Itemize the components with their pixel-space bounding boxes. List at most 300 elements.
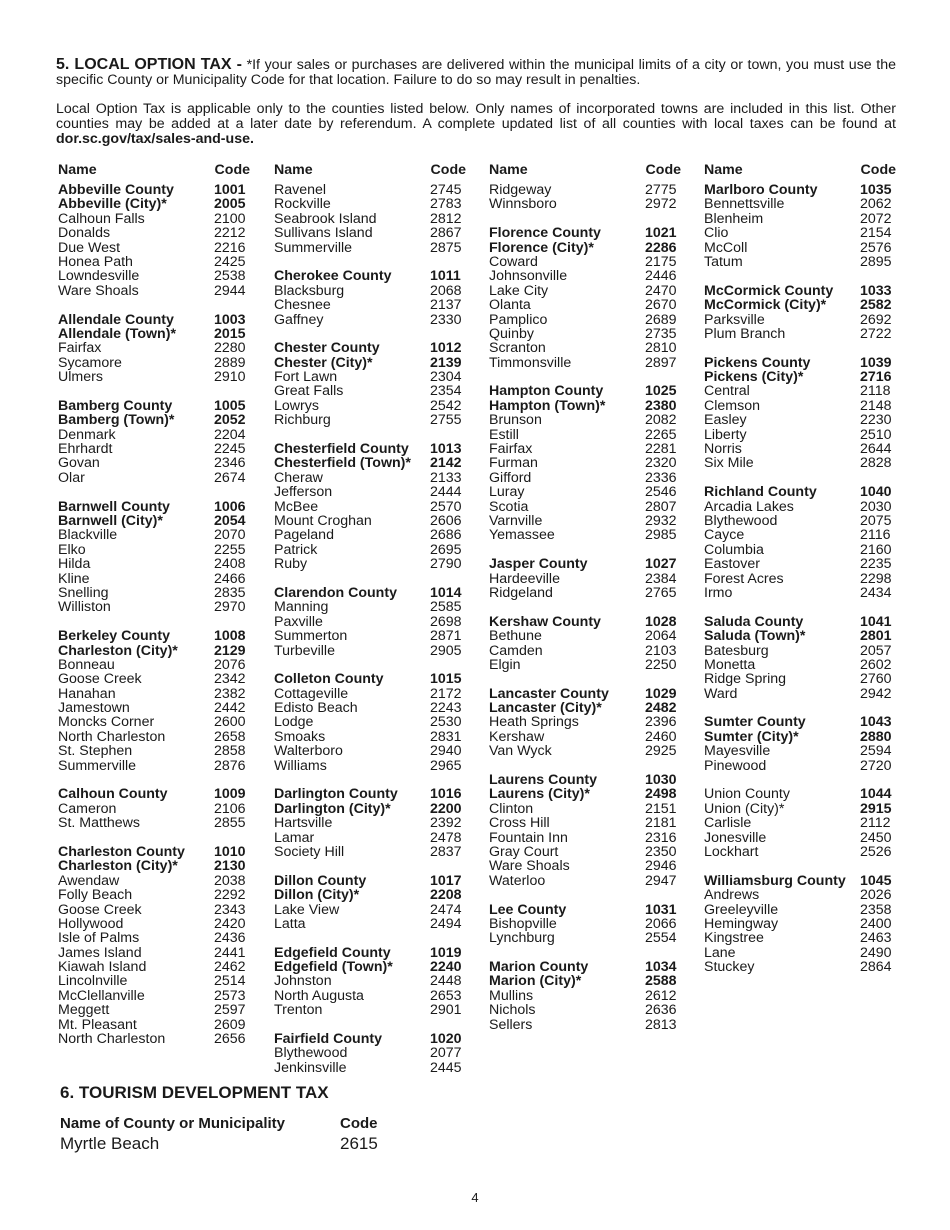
location-code: 2466 (214, 570, 246, 587)
county-group (274, 442, 466, 572)
location-name: Jefferson (274, 484, 333, 501)
tax-row (704, 816, 896, 830)
location-name: Abbeville County (58, 182, 174, 198)
location-code: 2070 (214, 527, 246, 544)
tax-row (274, 384, 466, 398)
tax-row (274, 500, 466, 514)
location-name: Elko (58, 541, 86, 558)
location-code: 2062 (860, 196, 892, 213)
tax-row (58, 960, 250, 974)
location-code: 2005 (214, 196, 246, 213)
location-name: Dillon (City)* (274, 887, 360, 904)
location-code: 2072 (860, 210, 892, 227)
tax-row (704, 413, 896, 427)
tax-row (58, 629, 250, 643)
tax-row (704, 730, 896, 744)
column-header (274, 162, 466, 177)
location-code: 2576 (860, 239, 892, 256)
location-code: 2720 (860, 757, 892, 774)
location-name: Calhoun County (58, 786, 168, 803)
location-code: 2064 (645, 628, 677, 645)
tax-row (704, 787, 896, 801)
location-code: 1005 (214, 397, 246, 414)
location-name: Olanta (489, 297, 531, 314)
location-name: Lowrys (274, 397, 319, 414)
tax-row (489, 500, 681, 514)
location-name: Forest Acres (704, 570, 784, 587)
tax-row (704, 543, 896, 557)
location-name: McColl (704, 239, 748, 256)
location-name: Sellers (489, 1016, 533, 1033)
tax-row (704, 428, 896, 442)
location-name: Furman (489, 455, 538, 472)
tourism-header-row (60, 1115, 378, 1132)
location-code: 2837 (430, 843, 462, 860)
location-code: 2052 (214, 412, 246, 429)
tax-row (704, 572, 896, 586)
tax-row (704, 672, 896, 686)
location-name: Mt. Pleasant (58, 1016, 137, 1033)
location-name: Great Falls (274, 383, 344, 400)
tax-row (489, 831, 681, 845)
location-code: 1045 (860, 872, 892, 889)
tax-row (704, 356, 896, 370)
location-code: 2474 (430, 901, 462, 918)
tax-row (58, 658, 250, 672)
location-code: 2342 (214, 671, 246, 688)
tax-row (58, 802, 250, 816)
location-name: Patrick (274, 541, 318, 558)
location-code: 2585 (430, 599, 462, 616)
tax-row (704, 528, 896, 542)
location-name: Luray (489, 484, 525, 501)
location-code: 2292 (214, 887, 246, 904)
location-name: Cameron (58, 800, 117, 817)
location-code: 2200 (430, 800, 462, 817)
location-code: 2112 (860, 815, 891, 832)
location-code: 2494 (430, 915, 462, 932)
location-name: Goose Creek (58, 671, 142, 688)
county-group (58, 629, 250, 773)
tax-row (58, 787, 250, 801)
tax-row (274, 485, 466, 499)
location-name: Chesterfield County (274, 441, 409, 458)
location-name: McBee (274, 498, 319, 515)
location-code: 2594 (860, 743, 892, 760)
location-code: 2612 (645, 987, 677, 1004)
tax-row (489, 356, 681, 370)
location-name: Lamar (274, 829, 315, 846)
location-name: Lancaster County (489, 685, 609, 702)
location-name: St. Matthews (58, 815, 141, 832)
location-code: 2760 (860, 671, 892, 688)
location-name: Stuckey (704, 959, 755, 976)
tax-row (704, 903, 896, 917)
location-code: 2775 (645, 182, 677, 198)
location-name: Saluda County (704, 613, 804, 630)
tax-row (489, 514, 681, 528)
tourism-title: 6. TOURISM DEVELOPMENT TAX (60, 1083, 329, 1102)
location-name: Central (704, 383, 750, 400)
location-code: 2965 (430, 757, 462, 774)
location-name: Meggett (58, 1002, 110, 1019)
location-code: 2015 (214, 325, 246, 342)
county-group (704, 615, 896, 701)
location-code: 2462 (214, 959, 246, 976)
location-code: 2972 (645, 196, 677, 213)
tax-row (704, 384, 896, 398)
location-name: Due West (58, 239, 121, 256)
location-code: 2160 (860, 541, 892, 558)
location-code: 2100 (214, 210, 246, 227)
location-code: 2320 (645, 455, 677, 472)
tax-row (704, 313, 896, 327)
location-name: Plum Branch (704, 325, 786, 342)
tax-row (274, 974, 466, 988)
location-code: 2546 (645, 484, 677, 501)
location-name: James Island (58, 944, 142, 961)
tax-row (58, 917, 250, 931)
location-code: 2106 (214, 800, 246, 817)
location-name: Hardeeville (489, 570, 560, 587)
location-name: Kingstree (704, 930, 764, 947)
location-name: North Charleston (58, 1031, 166, 1048)
location-name: Fairfax (489, 441, 533, 458)
tax-row (274, 212, 466, 226)
location-code: 2057 (860, 642, 892, 659)
location-code: 2835 (214, 584, 246, 601)
location-name: Mount Croghan (274, 512, 372, 529)
location-name: Ehrhardt (58, 441, 113, 458)
location-name: Scotia (489, 498, 529, 515)
location-name: Heath Springs (489, 714, 579, 731)
intro-paragraph-2 (56, 102, 896, 147)
location-code: 2910 (214, 369, 246, 386)
location-code: 2698 (430, 613, 462, 630)
location-name: Edgefield (Town)* (274, 959, 393, 976)
tax-row (704, 298, 896, 312)
tax-row (489, 557, 681, 571)
location-code: 2716 (860, 369, 892, 386)
tax-row (704, 586, 896, 600)
tax-row (58, 399, 250, 413)
county-group (489, 557, 681, 600)
tax-row (58, 730, 250, 744)
location-code: 2944 (214, 282, 246, 299)
location-code: 1011 (430, 268, 461, 285)
intro-text-2: Local Option Tax is applicable only to the counties listed below. Only names of incorporated towns are included in this list. Other counties may be added at a later date by referendum. A complete updated list of all counties with local taxes can be found at (56, 101, 896, 132)
location-name: Awendaw (58, 872, 120, 889)
county-group (274, 269, 466, 327)
location-code: 2148 (860, 397, 892, 414)
location-code: 1028 (645, 613, 677, 630)
county-group (489, 960, 681, 1032)
tax-row (489, 989, 681, 1003)
tax-row (274, 356, 466, 370)
location-name: Florence (City)* (489, 239, 594, 256)
location-code: 2686 (430, 527, 462, 544)
tax-row (274, 715, 466, 729)
location-code: 2807 (645, 498, 677, 515)
tax-row (704, 557, 896, 571)
location-code: 2813 (645, 1016, 677, 1033)
location-code: 2498 (645, 786, 677, 803)
tax-row (274, 687, 466, 701)
location-code: 2722 (860, 325, 892, 342)
location-name: Batesburg (704, 642, 769, 659)
tax-row (58, 241, 250, 255)
county-group (704, 715, 896, 773)
location-name: Johnsonville (489, 268, 568, 285)
location-code: 1039 (860, 354, 892, 371)
location-name: Summerville (274, 239, 353, 256)
county-group (274, 1032, 466, 1075)
tax-row (274, 845, 466, 859)
location-name: Dillon County (274, 872, 367, 889)
location-name: Sullivans Island (274, 225, 373, 242)
location-code: 2068 (430, 282, 462, 299)
tax-column-2 (274, 162, 466, 1090)
county-group (489, 773, 681, 888)
tax-row (274, 456, 466, 470)
location-name: Barnwell (City)* (58, 512, 163, 529)
location-code: 2354 (430, 383, 462, 400)
tax-row (58, 715, 250, 729)
location-code: 2783 (430, 196, 462, 213)
tax-row (58, 500, 250, 514)
tax-row (58, 356, 250, 370)
location-code: 2408 (214, 556, 246, 573)
location-name: Ware Shoals (58, 282, 139, 299)
location-code: 2230 (860, 412, 892, 429)
tax-row (58, 874, 250, 888)
tax-row (58, 514, 250, 528)
tax-row (489, 715, 681, 729)
tax-row (58, 341, 250, 355)
tax-row (489, 255, 681, 269)
location-name: Camden (489, 642, 543, 659)
county-group (704, 874, 896, 975)
tourism-name: Myrtle Beach (60, 1134, 160, 1153)
location-name: Blacksburg (274, 282, 345, 299)
location-code: 2235 (860, 556, 892, 573)
intro-paragraph-1 (56, 57, 896, 88)
location-name: Lake City (489, 282, 549, 299)
tax-row (274, 701, 466, 715)
tax-row (274, 989, 466, 1003)
tax-row (704, 212, 896, 226)
county-group (274, 341, 466, 427)
tax-row (58, 600, 250, 614)
county-group (489, 384, 681, 542)
location-code: 2542 (430, 397, 462, 414)
location-name: Blythewood (704, 512, 778, 529)
location-name: Mayesville (704, 743, 771, 760)
location-name: Marion (City)* (489, 973, 582, 990)
tax-row (274, 543, 466, 557)
tax-row (274, 341, 466, 355)
location-name: Lee County (489, 901, 567, 918)
tax-row (704, 946, 896, 960)
tax-row (274, 298, 466, 312)
tax-row (704, 241, 896, 255)
location-name: Latta (274, 915, 306, 932)
location-name: Darlington County (274, 786, 398, 803)
location-code: 2380 (645, 397, 677, 414)
tax-row (58, 931, 250, 945)
location-code: 2075 (860, 512, 892, 529)
tax-row (704, 831, 896, 845)
location-code: 2600 (214, 714, 246, 731)
location-code: 2316 (645, 829, 677, 846)
tax-row (274, 399, 466, 413)
tax-row (274, 600, 466, 614)
location-code: 2181 (645, 815, 677, 832)
tax-column-4 (704, 162, 896, 989)
location-name: Barnwell County (58, 498, 170, 515)
location-code: 2810 (645, 340, 677, 357)
location-name: Paxville (274, 613, 323, 630)
name-header: Name (58, 162, 97, 178)
county-group (704, 183, 896, 269)
location-code: 2609 (214, 1016, 246, 1033)
location-name: Easley (704, 412, 747, 429)
location-code: 1041 (860, 613, 892, 630)
tax-row (704, 888, 896, 902)
location-code: 2855 (214, 815, 246, 832)
location-code: 2514 (214, 973, 246, 990)
location-code: 2054 (214, 512, 246, 529)
location-code: 2582 (860, 297, 892, 314)
tax-row (704, 715, 896, 729)
location-name: Eastover (704, 556, 760, 573)
tax-row (274, 831, 466, 845)
location-code: 2133 (430, 469, 462, 486)
location-name: Summerville (58, 757, 137, 774)
location-name: Seabrook Island (274, 210, 377, 227)
location-name: Fairfax (58, 340, 102, 357)
location-code: 1021 (645, 225, 677, 242)
location-name: Kershaw County (489, 613, 601, 630)
location-code: 2243 (430, 700, 462, 717)
tax-row (274, 284, 466, 298)
county-group (58, 399, 250, 485)
tax-row (489, 816, 681, 830)
location-code: 1001 (214, 182, 246, 198)
location-code: 2745 (430, 182, 462, 198)
location-name: Jasper County (489, 556, 588, 573)
location-name: Blackville (58, 527, 118, 544)
location-name: Abbeville (City)* (58, 196, 167, 213)
location-name: Greeleyville (704, 901, 779, 918)
location-name: Laurens County (489, 772, 597, 789)
location-name: Monetta (704, 656, 756, 673)
tax-row (274, 370, 466, 384)
tax-row (274, 730, 466, 744)
location-name: Liberty (704, 426, 747, 443)
tax-row (489, 874, 681, 888)
location-name: Union (City)* (704, 800, 785, 817)
tax-row (489, 917, 681, 931)
location-code: 2858 (214, 743, 246, 760)
location-name: Cherokee County (274, 268, 392, 285)
tax-row (704, 500, 896, 514)
location-name: Hemingway (704, 915, 779, 932)
location-code: 2895 (860, 253, 892, 270)
location-name: Hartsville (274, 815, 333, 832)
tax-row (58, 816, 250, 830)
tax-row (489, 615, 681, 629)
location-code: 1008 (214, 628, 246, 645)
location-name: Manning (274, 599, 329, 616)
location-name: Snelling (58, 584, 109, 601)
tourism-row (60, 1134, 378, 1154)
location-name: Honea Path (58, 253, 133, 270)
tax-row (58, 197, 250, 211)
location-code: 2350 (645, 843, 677, 860)
location-name: Coward (489, 253, 538, 270)
tax-row (58, 759, 250, 773)
tax-row (489, 1018, 681, 1032)
location-name: Hilda (58, 556, 91, 573)
tax-row (489, 384, 681, 398)
tax-row (274, 442, 466, 456)
tax-row (704, 183, 896, 197)
location-name: Society Hill (274, 843, 345, 860)
location-code: 2450 (860, 829, 892, 846)
location-name: Ulmers (58, 369, 103, 386)
county-group (274, 946, 466, 1018)
tax-row (58, 1032, 250, 1046)
location-name: North Charleston (58, 728, 166, 745)
tax-row (489, 399, 681, 413)
location-name: Lowndesville (58, 268, 140, 285)
tourism-code: 2615 (340, 1134, 378, 1153)
location-code: 2755 (430, 412, 462, 429)
tax-row (274, 241, 466, 255)
location-name: Pamplico (489, 311, 548, 328)
location-code: 2689 (645, 311, 677, 328)
location-code: 2255 (214, 541, 246, 558)
location-name: Pinewood (704, 757, 767, 774)
location-code: 2915 (860, 800, 892, 817)
location-name: Van Wyck (489, 743, 552, 760)
tourism-section (60, 1083, 378, 1154)
location-name: Quinby (489, 325, 534, 342)
location-name: Colleton County (274, 671, 384, 688)
location-code: 2942 (860, 685, 892, 702)
location-code: 2530 (430, 714, 462, 731)
tax-row (58, 183, 250, 197)
location-name: Williamsburg County (704, 872, 846, 889)
location-name: Sycamore (58, 354, 122, 371)
location-code: 1003 (214, 311, 246, 328)
location-code: 2658 (214, 728, 246, 745)
location-name: McCormick County (704, 282, 834, 299)
location-name: Goose Creek (58, 901, 142, 918)
tax-row (489, 658, 681, 672)
location-name: Irmo (704, 584, 733, 601)
location-name: Jenkinsville (274, 1059, 347, 1076)
location-name: McClellanville (58, 987, 145, 1004)
county-group (58, 313, 250, 385)
location-code: 2442 (214, 700, 246, 717)
location-code: 1035 (860, 182, 892, 198)
tax-row (489, 341, 681, 355)
location-name: Chesterfield (Town)* (274, 455, 411, 472)
location-code: 2801 (860, 628, 892, 645)
location-name: Fort Lawn (274, 369, 338, 386)
